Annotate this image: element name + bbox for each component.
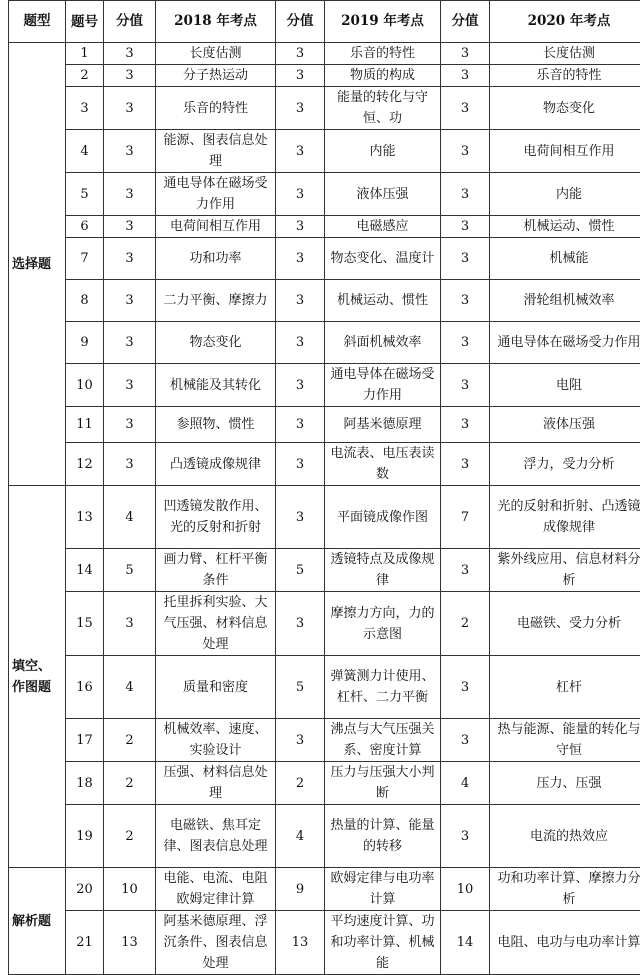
score-2020-cell: 3: [441, 238, 490, 280]
score-2019-cell: 13: [276, 911, 325, 975]
table-row: [9, 130, 640, 173]
points-2019-cell: 热量的计算、能量的转移: [325, 805, 441, 868]
points-2018-cell: 二力平衡、摩擦力: [156, 280, 276, 322]
points-2019-cell: 欧姆定律与电功率计算: [325, 868, 441, 911]
table-row: [9, 719, 640, 762]
table-row: [9, 805, 640, 868]
question-number-cell: 8: [66, 280, 104, 322]
points-2019-cell: 物质的构成: [325, 65, 441, 87]
points-2020-cell: 电阻、电功与电功率计算: [490, 911, 640, 975]
question-number-cell: 15: [66, 592, 104, 656]
question-type-cell: 填空、作图题: [9, 486, 66, 868]
score-2018-cell: 3: [104, 87, 156, 130]
points-2020-cell: 光的反射和折射、凸透镜成像规律: [490, 486, 640, 549]
points-2020-cell: 物态变化: [490, 87, 640, 130]
table-row: [9, 549, 640, 592]
points-2019-cell: 沸点与大气压强关系、密度计算: [325, 719, 441, 762]
points-2018-cell: 物态变化: [156, 322, 276, 364]
table-row: [9, 173, 640, 216]
question-number-cell: 10: [66, 364, 104, 407]
score-2019-cell: 3: [276, 443, 325, 486]
header-row: [9, 1, 640, 43]
points-2018-cell: 参照物、惯性: [156, 407, 276, 443]
question-number-cell: 19: [66, 805, 104, 868]
score-2020-cell: 10: [441, 868, 490, 911]
score-2018-cell: 3: [104, 592, 156, 656]
table-row: [9, 364, 640, 407]
points-2019-cell: 平均速度计算、功和功率计算、机械能: [325, 911, 441, 975]
points-2019-cell: 电磁感应: [325, 216, 441, 238]
score-2018-cell: 3: [104, 322, 156, 364]
points-2018-cell: 机械效率、速度、实验设计: [156, 719, 276, 762]
score-2018-cell: 13: [104, 911, 156, 975]
question-type-cell: 选择题: [9, 43, 66, 486]
points-2018-cell: 长度估测: [156, 43, 276, 65]
points-2018-cell: 画力臂、杠杆平衡条件: [156, 549, 276, 592]
header-score-2020: 分值: [441, 1, 490, 43]
points-2018-cell: 托里拆利实验、大气压强、材料信息处理: [156, 592, 276, 656]
points-2020-cell: 功和功率计算、摩擦力分析: [490, 868, 640, 911]
points-2018-cell: 机械能及其转化: [156, 364, 276, 407]
points-2020-cell: 电流的热效应: [490, 805, 640, 868]
score-2018-cell: 3: [104, 43, 156, 65]
points-2020-cell: 电磁铁、受力分析: [490, 592, 640, 656]
points-2019-cell: 机械运动、惯性: [325, 280, 441, 322]
table-row: [9, 87, 640, 130]
table-row: [9, 407, 640, 443]
header-score-2018: 分值: [104, 1, 156, 43]
points-2019-cell: 电流表、电压表读数: [325, 443, 441, 486]
points-2019-cell: 压力与压强大小判断: [325, 762, 441, 805]
points-2018-cell: 电能、电流、电阻欧姆定律计算: [156, 868, 276, 911]
question-number-cell: 18: [66, 762, 104, 805]
points-2020-cell: 机械能: [490, 238, 640, 280]
score-2020-cell: 3: [441, 173, 490, 216]
table-row: [9, 65, 640, 87]
score-2020-cell: 3: [441, 65, 490, 87]
score-2019-cell: 3: [276, 238, 325, 280]
points-2020-cell: 浮力，受力分析: [490, 443, 640, 486]
table-row: [9, 762, 640, 805]
points-2018-cell: 电磁铁、焦耳定律、图表信息处理: [156, 805, 276, 868]
points-2020-cell: 内能: [490, 173, 640, 216]
header-type: 题型: [9, 1, 66, 43]
score-2019-cell: 3: [276, 43, 325, 65]
header-score-2019: 分值: [276, 1, 325, 43]
points-2019-cell: 透镜特点及成像规律: [325, 549, 441, 592]
points-2018-cell: 电荷间相互作用: [156, 216, 276, 238]
table-row: [9, 43, 640, 65]
score-2020-cell: 3: [441, 43, 490, 65]
points-2018-cell: 功和功率: [156, 238, 276, 280]
score-2020-cell: 3: [441, 130, 490, 173]
points-2020-cell: 通电导体在磁场受力作用: [490, 322, 640, 364]
question-number-cell: 20: [66, 868, 104, 911]
score-2018-cell: 2: [104, 805, 156, 868]
table-row: [9, 592, 640, 656]
score-2020-cell: 3: [441, 280, 490, 322]
question-number-cell: 12: [66, 443, 104, 486]
score-2020-cell: 7: [441, 486, 490, 549]
score-2018-cell: 10: [104, 868, 156, 911]
score-2018-cell: 3: [104, 407, 156, 443]
points-2018-cell: 乐音的特性: [156, 87, 276, 130]
score-2018-cell: 2: [104, 719, 156, 762]
question-number-cell: 14: [66, 549, 104, 592]
score-2019-cell: 9: [276, 868, 325, 911]
points-2019-cell: 斜面机械效率: [325, 322, 441, 364]
points-2020-cell: 液体压强: [490, 407, 640, 443]
table-row: [9, 238, 640, 280]
score-2020-cell: 14: [441, 911, 490, 975]
header-points-2019: 2019 年考点: [325, 1, 441, 43]
score-2019-cell: 4: [276, 805, 325, 868]
table-row: [9, 656, 640, 719]
score-2019-cell: 3: [276, 407, 325, 443]
exam-points-table: [8, 0, 640, 975]
question-number-cell: 2: [66, 65, 104, 87]
points-2020-cell: 紫外线应用、信息材料分析: [490, 549, 640, 592]
score-2018-cell: 3: [104, 443, 156, 486]
score-2019-cell: 2: [276, 762, 325, 805]
points-2020-cell: 乐音的特性: [490, 65, 640, 87]
score-2019-cell: 5: [276, 549, 325, 592]
points-2018-cell: 凸透镜成像规律: [156, 443, 276, 486]
points-2019-cell: 内能: [325, 130, 441, 173]
points-2020-cell: 杠杆: [490, 656, 640, 719]
score-2020-cell: 3: [441, 443, 490, 486]
score-2019-cell: 3: [276, 87, 325, 130]
points-2018-cell: 凹透镜发散作用、光的反射和折射: [156, 486, 276, 549]
score-2020-cell: 3: [441, 656, 490, 719]
question-number-cell: 6: [66, 216, 104, 238]
table-row: [9, 911, 640, 975]
question-number-cell: 21: [66, 911, 104, 975]
points-2019-cell: 摩擦力方向，力的示意图: [325, 592, 441, 656]
table-row: [9, 443, 640, 486]
points-2020-cell: 机械运动、惯性: [490, 216, 640, 238]
score-2020-cell: 3: [441, 322, 490, 364]
question-number-cell: 16: [66, 656, 104, 719]
points-2019-cell: 物态变化、温度计: [325, 238, 441, 280]
score-2020-cell: 4: [441, 762, 490, 805]
score-2019-cell: 3: [276, 322, 325, 364]
score-2019-cell: 3: [276, 364, 325, 407]
points-2019-cell: 液体压强: [325, 173, 441, 216]
points-2020-cell: 压力、压强: [490, 762, 640, 805]
score-2018-cell: 3: [104, 65, 156, 87]
score-2019-cell: 3: [276, 130, 325, 173]
score-2018-cell: 3: [104, 238, 156, 280]
points-2018-cell: 质量和密度: [156, 656, 276, 719]
score-2020-cell: 3: [441, 719, 490, 762]
score-2018-cell: 3: [104, 130, 156, 173]
score-2018-cell: 3: [104, 216, 156, 238]
header-points-2020: 2020 年考点: [490, 1, 640, 43]
points-2020-cell: 电荷间相互作用: [490, 130, 640, 173]
header-points-2018: 2018 年考点: [156, 1, 276, 43]
score-2020-cell: 3: [441, 805, 490, 868]
points-2019-cell: 平面镜成像作图: [325, 486, 441, 549]
question-number-cell: 4: [66, 130, 104, 173]
question-number-cell: 11: [66, 407, 104, 443]
score-2019-cell: 3: [276, 65, 325, 87]
score-2019-cell: 3: [276, 173, 325, 216]
points-2020-cell: 长度估测: [490, 43, 640, 65]
score-2018-cell: 3: [104, 364, 156, 407]
question-number-cell: 5: [66, 173, 104, 216]
header-number: 题号: [66, 1, 104, 43]
points-2018-cell: 通电导体在磁场受力作用: [156, 173, 276, 216]
question-number-cell: 1: [66, 43, 104, 65]
question-type-cell: 解析题: [9, 868, 66, 975]
points-2018-cell: 阿基米德原理、浮沉条件、图表信息处理: [156, 911, 276, 975]
question-number-cell: 13: [66, 486, 104, 549]
score-2018-cell: 5: [104, 549, 156, 592]
points-2018-cell: 能源、图表信息处理: [156, 130, 276, 173]
score-2019-cell: 3: [276, 592, 325, 656]
points-2019-cell: 阿基米德原理: [325, 407, 441, 443]
score-2020-cell: 3: [441, 407, 490, 443]
question-number-cell: 3: [66, 87, 104, 130]
points-2019-cell: 弹簧测力计使用、杠杆、二力平衡: [325, 656, 441, 719]
score-2019-cell: 3: [276, 719, 325, 762]
score-2018-cell: 4: [104, 486, 156, 549]
score-2020-cell: 3: [441, 549, 490, 592]
score-2019-cell: 3: [276, 216, 325, 238]
question-number-cell: 9: [66, 322, 104, 364]
table-row: [9, 216, 640, 238]
table-row: [9, 280, 640, 322]
question-number-cell: 17: [66, 719, 104, 762]
points-2019-cell: 通电导体在磁场受力作用: [325, 364, 441, 407]
score-2018-cell: 3: [104, 173, 156, 216]
score-2020-cell: 3: [441, 87, 490, 130]
points-2019-cell: 能量的转化与守恒、功: [325, 87, 441, 130]
score-2019-cell: 3: [276, 280, 325, 322]
score-2020-cell: 3: [441, 364, 490, 407]
score-2018-cell: 2: [104, 762, 156, 805]
score-2019-cell: 5: [276, 656, 325, 719]
points-2020-cell: 热与能源、能量的转化与守恒: [490, 719, 640, 762]
points-2018-cell: 分子热运动: [156, 65, 276, 87]
points-2019-cell: 乐音的特性: [325, 43, 441, 65]
score-2020-cell: 3: [441, 216, 490, 238]
table-row: [9, 322, 640, 364]
score-2020-cell: 2: [441, 592, 490, 656]
points-2020-cell: 电阻: [490, 364, 640, 407]
question-number-cell: 7: [66, 238, 104, 280]
score-2019-cell: 3: [276, 486, 325, 549]
points-2020-cell: 滑轮组机械效率: [490, 280, 640, 322]
score-2018-cell: 4: [104, 656, 156, 719]
points-2018-cell: 压强、材料信息处理: [156, 762, 276, 805]
score-2018-cell: 3: [104, 280, 156, 322]
table-row: [9, 486, 640, 549]
table-row: [9, 868, 640, 911]
